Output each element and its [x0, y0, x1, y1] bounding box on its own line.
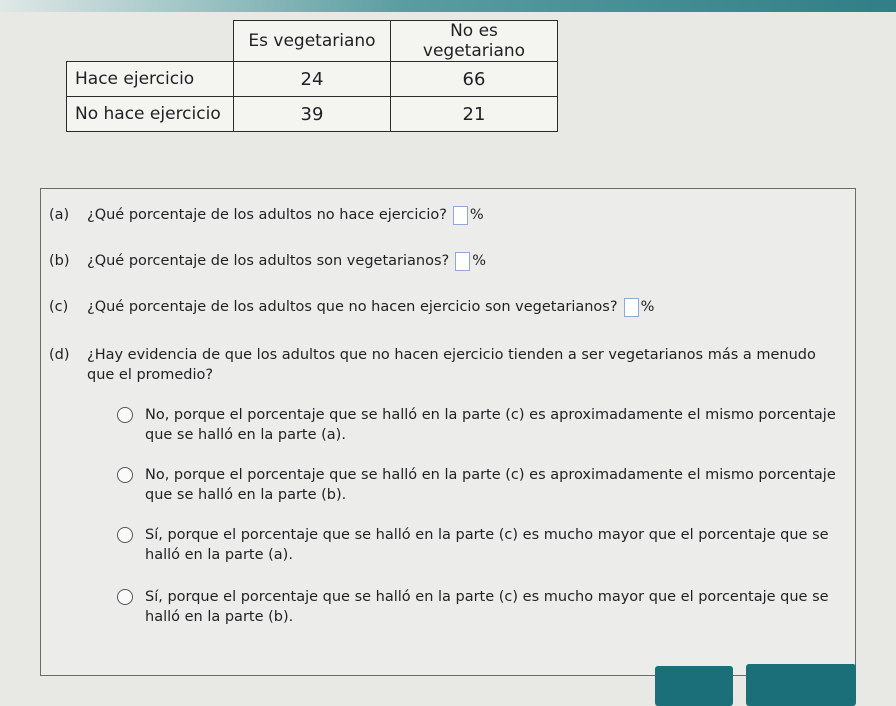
action-button-left[interactable]	[655, 666, 733, 706]
question-c-label: (c)	[49, 299, 69, 315]
option-4-text: Sí, porque el porcentaje que se halló en la parte (c) es mucho mayor que el porcentaje que se halló en la parte (b).	[145, 589, 829, 625]
option-3-text: Sí, porque el porcentaje que se halló en la parte (c) es mucho mayor que el porcentaje que se halló en la parte (a).	[145, 527, 829, 563]
cell-no-exercise-not-vegetarian: 21	[391, 97, 558, 132]
table-row	[67, 97, 558, 132]
cell-exercise-vegetarian: 24	[234, 62, 391, 97]
question-a-text: ¿Qué porcentaje de los adultos no hace ejercicio?	[87, 207, 447, 223]
answer-c-unit: %	[640, 299, 655, 315]
answer-b-unit: %	[472, 253, 486, 269]
question-c	[49, 297, 654, 317]
question-b-label: (b)	[49, 253, 70, 269]
question-d	[49, 345, 839, 385]
option-2[interactable]	[117, 465, 837, 505]
table-corner	[67, 21, 234, 62]
radio-button[interactable]	[117, 589, 133, 605]
option-3[interactable]	[117, 525, 837, 565]
radio-button[interactable]	[117, 467, 133, 483]
top-bar	[0, 0, 896, 12]
row-header-no-exercise: No hace ejercicio	[67, 97, 234, 132]
cell-no-exercise-vegetarian: 39	[234, 97, 391, 132]
question-b	[49, 251, 486, 271]
radio-button[interactable]	[117, 527, 133, 543]
question-d-text-line2: que el promedio?	[87, 367, 214, 383]
col-header-vegetarian: Es vegetariano	[234, 21, 391, 62]
action-button-right[interactable]	[746, 664, 856, 706]
option-1[interactable]	[117, 405, 837, 445]
option-1-text: No, porque el porcentaje que se halló en la parte (c) es aproximadamente el mismo porcentaje que se halló en la parte (a).	[145, 407, 836, 443]
radio-button[interactable]	[117, 407, 133, 423]
table-header-row	[67, 21, 558, 62]
answer-b-input[interactable]	[455, 252, 470, 271]
table-row	[67, 62, 558, 97]
answer-a-unit: %	[469, 207, 484, 223]
question-a-label: (a)	[49, 207, 70, 223]
col-header-not-vegetarian: No es vegetariano	[391, 21, 558, 62]
answer-c-input[interactable]	[624, 298, 639, 317]
row-header-exercises: Hace ejercicio	[67, 62, 234, 97]
question-c-text: ¿Qué porcentaje de los adultos que no hacen ejercicio son vegetarianos?	[87, 299, 618, 315]
option-4[interactable]	[117, 587, 837, 627]
cell-exercise-not-vegetarian: 66	[391, 62, 558, 97]
question-d-label: (d)	[49, 347, 70, 363]
question-b-text: ¿Qué porcentaje de los adultos son vegetarianos?	[87, 253, 450, 269]
question-panel	[40, 188, 856, 676]
answer-a-input[interactable]	[453, 206, 468, 225]
question-d-text-line1: ¿Hay evidencia de que los adultos que no hacen ejercicio tienden a ser vegetarianos más a menudo	[87, 347, 816, 363]
two-way-table	[66, 20, 558, 132]
question-a	[49, 205, 484, 225]
option-2-text: No, porque el porcentaje que se halló en la parte (c) es aproximadamente el mismo porcentaje que se halló en la parte (b).	[145, 467, 836, 503]
